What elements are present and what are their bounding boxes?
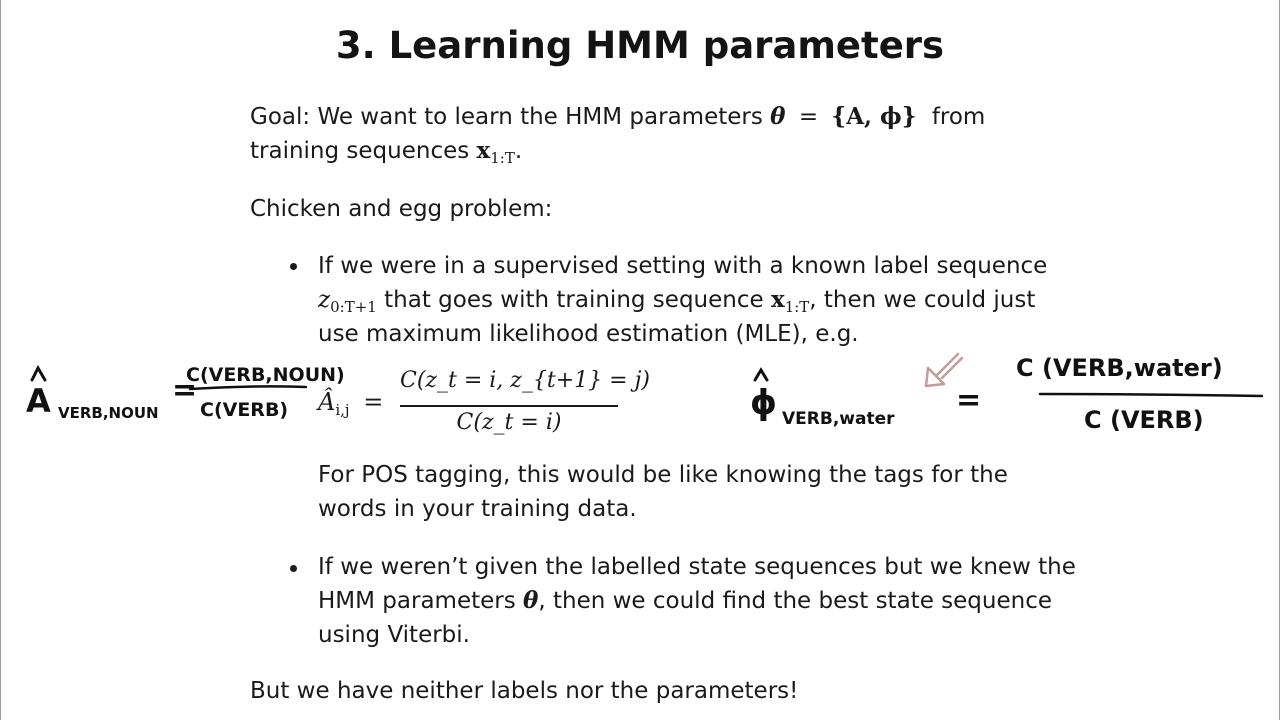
phi-hat-equals: = [956,383,982,418]
a-hat-denominator: C(VERB) [200,399,289,421]
phi-hat-denominator: C (VERB) [1084,406,1204,434]
phi-hat-fraction-bar [1040,394,1262,396]
goal-line2-suffix: . [514,138,523,164]
goal-equals: = [798,104,819,130]
bullet-1-tail: , then we could just [809,287,1036,313]
param-set: {A, ϕ} [831,103,917,130]
x-symbol-2: x [770,286,785,313]
z-symbol: z [318,287,331,313]
x-symbol: x [476,137,491,164]
closing-line: But we have neither labels nor the parameters! [250,678,799,704]
bullet-2-line-3: using Viterbi. [318,622,470,648]
goal-line2-prefix: training sequences [250,138,470,164]
phi-hat-caret [755,370,767,380]
phi-hat-numerator: C (VERB,water) [1016,354,1223,382]
z-subscript: 0:T+1 [330,298,377,316]
pointer-arrow-icon [926,354,962,386]
pos-note-line-2: words in your training data. [318,496,637,522]
pos-note-line-1: For POS tagging, this would be like knowing the tags for the [318,462,1008,488]
a-hat-equals: = [172,373,198,408]
formula-equals: = [363,388,384,416]
bullet-2-prefix: HMM parameters [318,588,516,614]
bullet-2-suffix: , then we could find the best state sequence [538,588,1052,614]
bullet-2-line-1: If we weren’t given the labelled state sequences but we knew the [318,554,1076,580]
a-hat-numerator: C(VERB,NOUN) [186,364,345,386]
bullet-1-line-1: If we were in a supervised setting with a known label sequence [318,253,1048,279]
formula-lhs: Â [318,388,336,416]
phi-hat-subscript: VERB,water [782,409,895,429]
theta-symbol-2: θ [523,587,539,614]
formula-lhs-sub: i,j [335,401,350,419]
goal-prefix: Goal: We want to learn the HMM parameters [250,104,763,130]
a-hat-symbol: A [26,382,51,420]
formula-denominator: C(z_t = i) [456,410,562,435]
theta-symbol: θ [770,103,786,130]
a-hat-fraction-bar [190,386,306,389]
bullet-1-line-3: use maximum likelihood estimation (MLE), e.g. [318,321,859,347]
chicken-egg-heading: Chicken and egg problem: [250,196,553,222]
phi-hat-symbol: ϕ [750,383,778,423]
x-subscript: 1:T [490,149,515,167]
x-subscript-2: 1:T [784,298,810,316]
slide-title: 3. Learning HMM parameters [335,24,945,67]
a-hat-subscript: VERB,NOUN [58,404,159,422]
bullet-1-mid: that goes with training sequence [384,287,764,313]
a-hat-caret [32,368,45,380]
goal-suffix: from [931,104,986,130]
formula-numerator: C(z_t = i, z_{t+1} = j) [400,368,650,393]
